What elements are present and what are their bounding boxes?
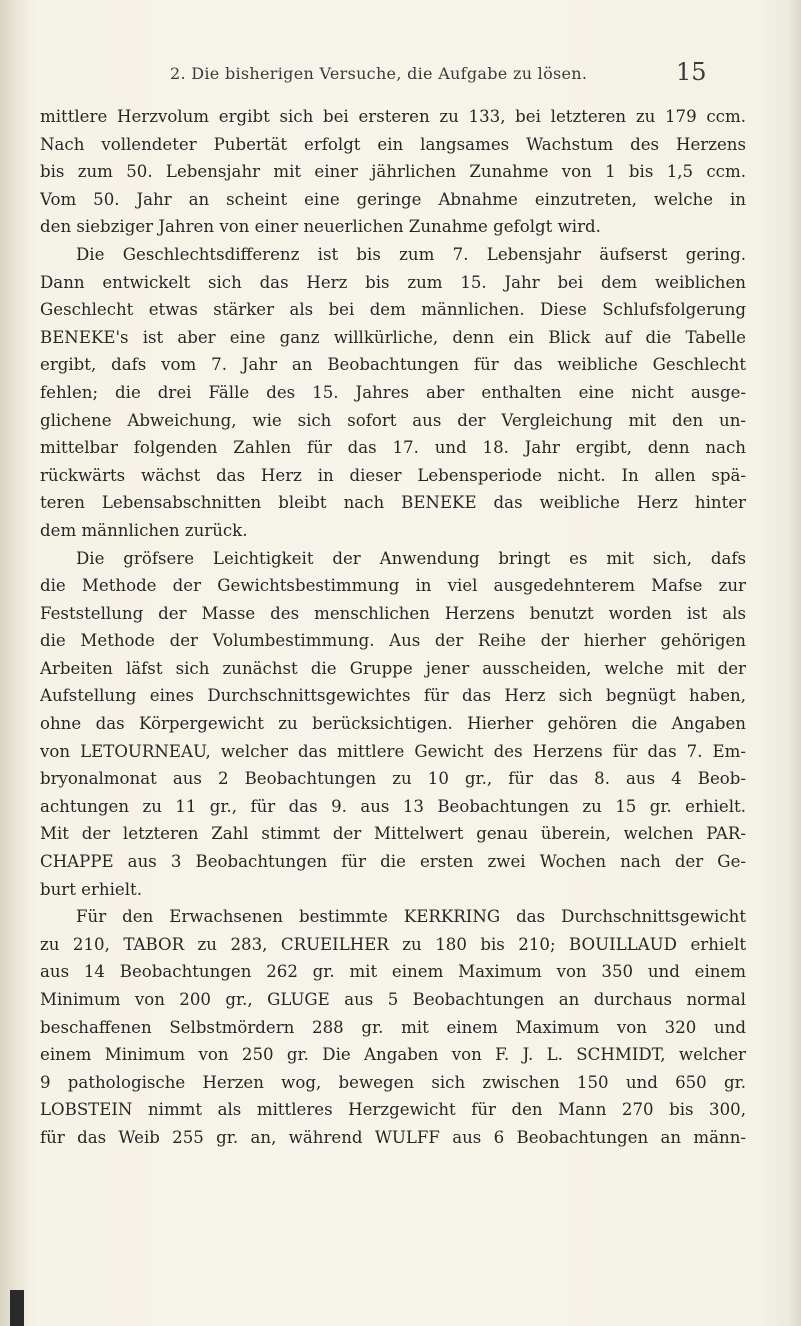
- text-line: zu 210, TABOR zu 283, CRUEILHER zu 180 bis 210; BOUILLAUD erhielt: [40, 934, 746, 954]
- page-number: 15: [676, 58, 707, 86]
- text-line: ergibt, dafs vom 7. Jahr an Beobachtungen für das weibliche Geschlecht: [40, 355, 746, 375]
- text-line: Aufstellung eines Durchschnittsgewichtes für das Herz sich begnügt haben,: [40, 686, 746, 706]
- text-line: teren Lebensabschnitten bleibt nach BENEKE das weibliche Herz hinter: [40, 493, 746, 513]
- text-line: bryonalmonat aus 2 Beobachtungen zu 10 gr., für das 8. aus 4 Beob-: [40, 769, 746, 789]
- text-line: mittelbar folgenden Zahlen für das 17. und 18. Jahr ergibt, denn nach: [40, 438, 746, 458]
- text-line: die Methode der Gewichtsbestimmung in viel ausgedehnterem Mafse zur: [40, 576, 746, 596]
- text-line: Minimum von 200 gr., GLUGE aus 5 Beobachtungen an durchaus normal: [40, 990, 746, 1009]
- text-line: den siebziger Jahren von einer neuerlichen Zunahme gefolgt wird.: [40, 217, 601, 237]
- running-header: [0, 58, 801, 92]
- body-text: [40, 103, 746, 1152]
- text-line: Geschlecht etwas stärker als bei dem männlichen. Diese Schlufsfolgerung: [40, 300, 746, 320]
- text-line: 9 pathologische Herzen wog, bewegen sich zwischen 150 und 650 gr.: [40, 1072, 746, 1092]
- text-line: burt erhielt.: [40, 879, 143, 899]
- text-line: Mit der letzteren Zahl stimmt der Mittelwert genau überein, welchen PAR-: [40, 824, 746, 844]
- text-line: mittlere Herzvolum ergibt sich bei ersteren zu 133, bei letzteren zu 179 ccm.: [40, 107, 746, 126]
- text-line: einem Minimum von 250 gr. Die Angaben von F. J. L. SCHMIDT, welcher: [40, 1045, 746, 1065]
- text-line: LOBSTEIN nimmt als mittleres Herzgewicht für den Mann 270 bis 300,: [40, 1100, 746, 1120]
- text-line: bis zum 50. Lebensjahr mit einer jährlichen Zunahme von 1 bis 1,5 ccm.: [40, 162, 746, 182]
- text-line: Arbeiten läfst sich zunächst die Gruppe jener ausscheiden, welche mit der: [40, 658, 746, 678]
- text-line: Dann entwickelt sich das Herz bis zum 15. Jahr bei dem weiblichen: [40, 272, 746, 292]
- text-line: fehlen; die drei Fälle des 15. Jahres aber enthalten eine nicht ausge-: [40, 382, 746, 402]
- text-line: ohne das Körpergewicht zu berücksichtigen. Hierher gehören die Angaben: [40, 714, 746, 734]
- text-line: Feststellung der Masse des menschlichen Herzens benutzt worden ist als: [40, 603, 746, 623]
- text-line: von LETOURNEAU, welcher das mittlere Gewicht des Herzens für das 7. Em-: [40, 741, 746, 761]
- text-line: aus 14 Beobachtungen 262 gr. mit einem Maximum von 350 und einem: [40, 962, 746, 982]
- text-line: Vom 50. Jahr an scheint eine geringe Abnahme einzutreten, welche in: [40, 189, 746, 209]
- text-line: dem männlichen zurück.: [40, 520, 248, 540]
- text-line: Die Geschlechtsdifferenz ist bis zum 7. Lebensjahr äufserst gering.: [76, 244, 746, 264]
- text-line: Die gröfsere Leichtigkeit der Anwendung bringt es mit sich, dafs: [76, 548, 746, 568]
- text-line: achtungen zu 11 gr., für das 9. aus 13 Beobachtungen zu 15 gr. erhielt.: [40, 796, 746, 816]
- text-line: Für den Erwachsenen bestimmte KERKRING das Durchschnittsgewicht: [76, 907, 746, 927]
- text-line: die Methode der Volumbestimmung. Aus der Reihe der hierher gehörigen: [40, 631, 746, 651]
- text-line: für das Weib 255 gr. an, während WULFF aus 6 Beobachtungen an männ-: [40, 1127, 746, 1147]
- text-line: BENEKE's ist aber eine ganz willkürliche, denn ein Blick auf die Tabelle: [40, 327, 746, 347]
- binding-mark: [10, 1290, 24, 1326]
- text-line: beschaffenen Selbstmördern 288 gr. mit einem Maximum von 320 und: [40, 1017, 746, 1037]
- page-edge-shadow: [789, 0, 801, 1326]
- binding-shadow: [0, 0, 30, 1326]
- text-line: glichene Abweichung, wie sich sofort aus der Vergleichung mit den un-: [40, 410, 746, 430]
- text-line: CHAPPE aus 3 Beobachtungen für die ersten zwei Wochen nach der Ge-: [40, 852, 746, 872]
- text-line: rückwärts wächst das Herz in dieser Lebensperiode nicht. In allen spä-: [40, 465, 746, 485]
- text-line: Nach vollendeter Pubertät erfolgt ein langsames Wachstum des Herzens: [40, 134, 746, 154]
- running-title: 2. Die bisherigen Versuche, die Aufgabe zu lösen.: [170, 64, 588, 83]
